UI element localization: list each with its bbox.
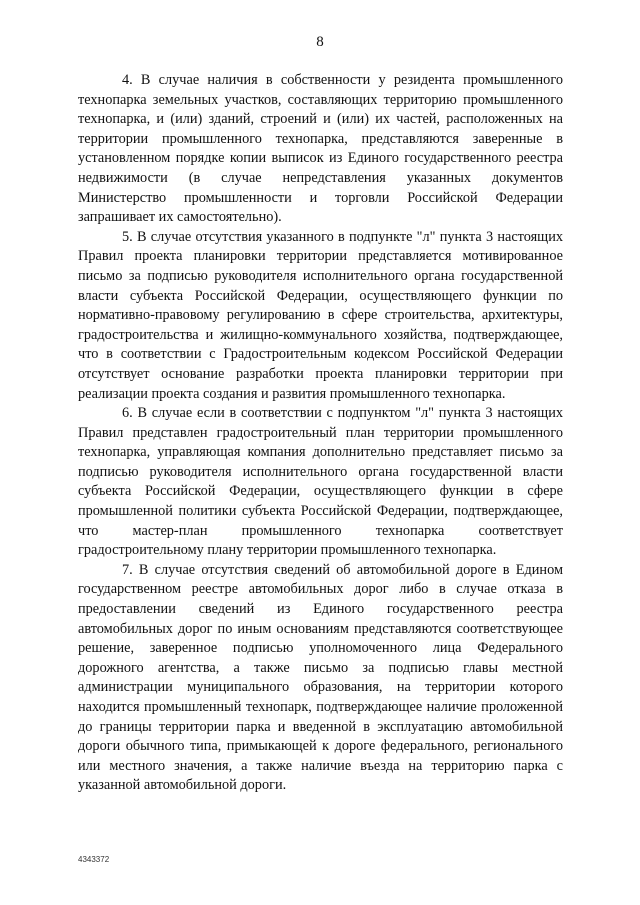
page-number: 8 [316, 34, 324, 50]
paragraph-7: 7. В случае отсутствия сведений об автомобильной дороге в Едином государственном реестре автомобильных дорог либо в случае отказа в предоставлении сведений из Единого государственного реестра автомобильных дорог по иным основаниям представляются соответствующее решение, заверенное подписью уполномоченного лица Федерального дорожного агентства, а также письмо за подписью главы местной администрации муниципального образования, на территории которого находится промышленный технопарк, подтверждающее наличие проложенной до границы территории парка и введенной в эксплуатацию автомобильной дороги обычного типа, примыкающей к дороге федерального, регионального или местного значения, а также наличие въезда на территорию парка с указанной автомобильной дороги. [78, 561, 563, 794]
paragraph-4: 4. В случае наличия в собственности у резидента промышленного технопарка земельных участков, составляющих территорию промышленного технопарка, и (или) зданий, строений и (или) их частей, расположенных на территории промышленного технопарка, представляются заверенные в установленном порядке копии выписок из Единого государственного реестра недвижимости (в случае непредставления указанных документов Министерство промышленности и торговли Российской Федерации запрашивает их самостоятельно). [78, 72, 563, 226]
document-code: 4343372 [78, 855, 110, 864]
paragraph-6: 6. В случае если в соответствии с подпунктом "л" пункта 3 настоящих Правил представлен градостроительный план территории промышленного технопарка, управляющая компания дополнительно представляет письмо за подписью руководителя исполнительного органа государственной власти субъекта Российской Федерации, осуществляющего функции в сфере промышленной политики субъекта Российской Федерации, подтверждающее, что мастер-план промышленного технопарка соответствует градостроительному плану территории промышленного технопарка. [78, 405, 563, 559]
document-body [78, 71, 563, 796]
paragraph-5: 5. В случае отсутствия указанного в подпункте "л" пункта 3 настоящих Правил проекта планировки территории представляется мотивированное письмо за подписью руководителя исполнительного органа государственной власти субъекта Российской Федерации, осуществляющего функции по нормативно-правовому регулированию в сфере строительства, архитектуры, градостроительства и жилищно-коммунального хозяйства, подтверждающее, что в соответствии с Градостроительным кодексом Российской Федерации отсутствует основание разработки проекта планировки территории при реализации проекта создания и развития промышленного технопарка. [78, 228, 563, 402]
